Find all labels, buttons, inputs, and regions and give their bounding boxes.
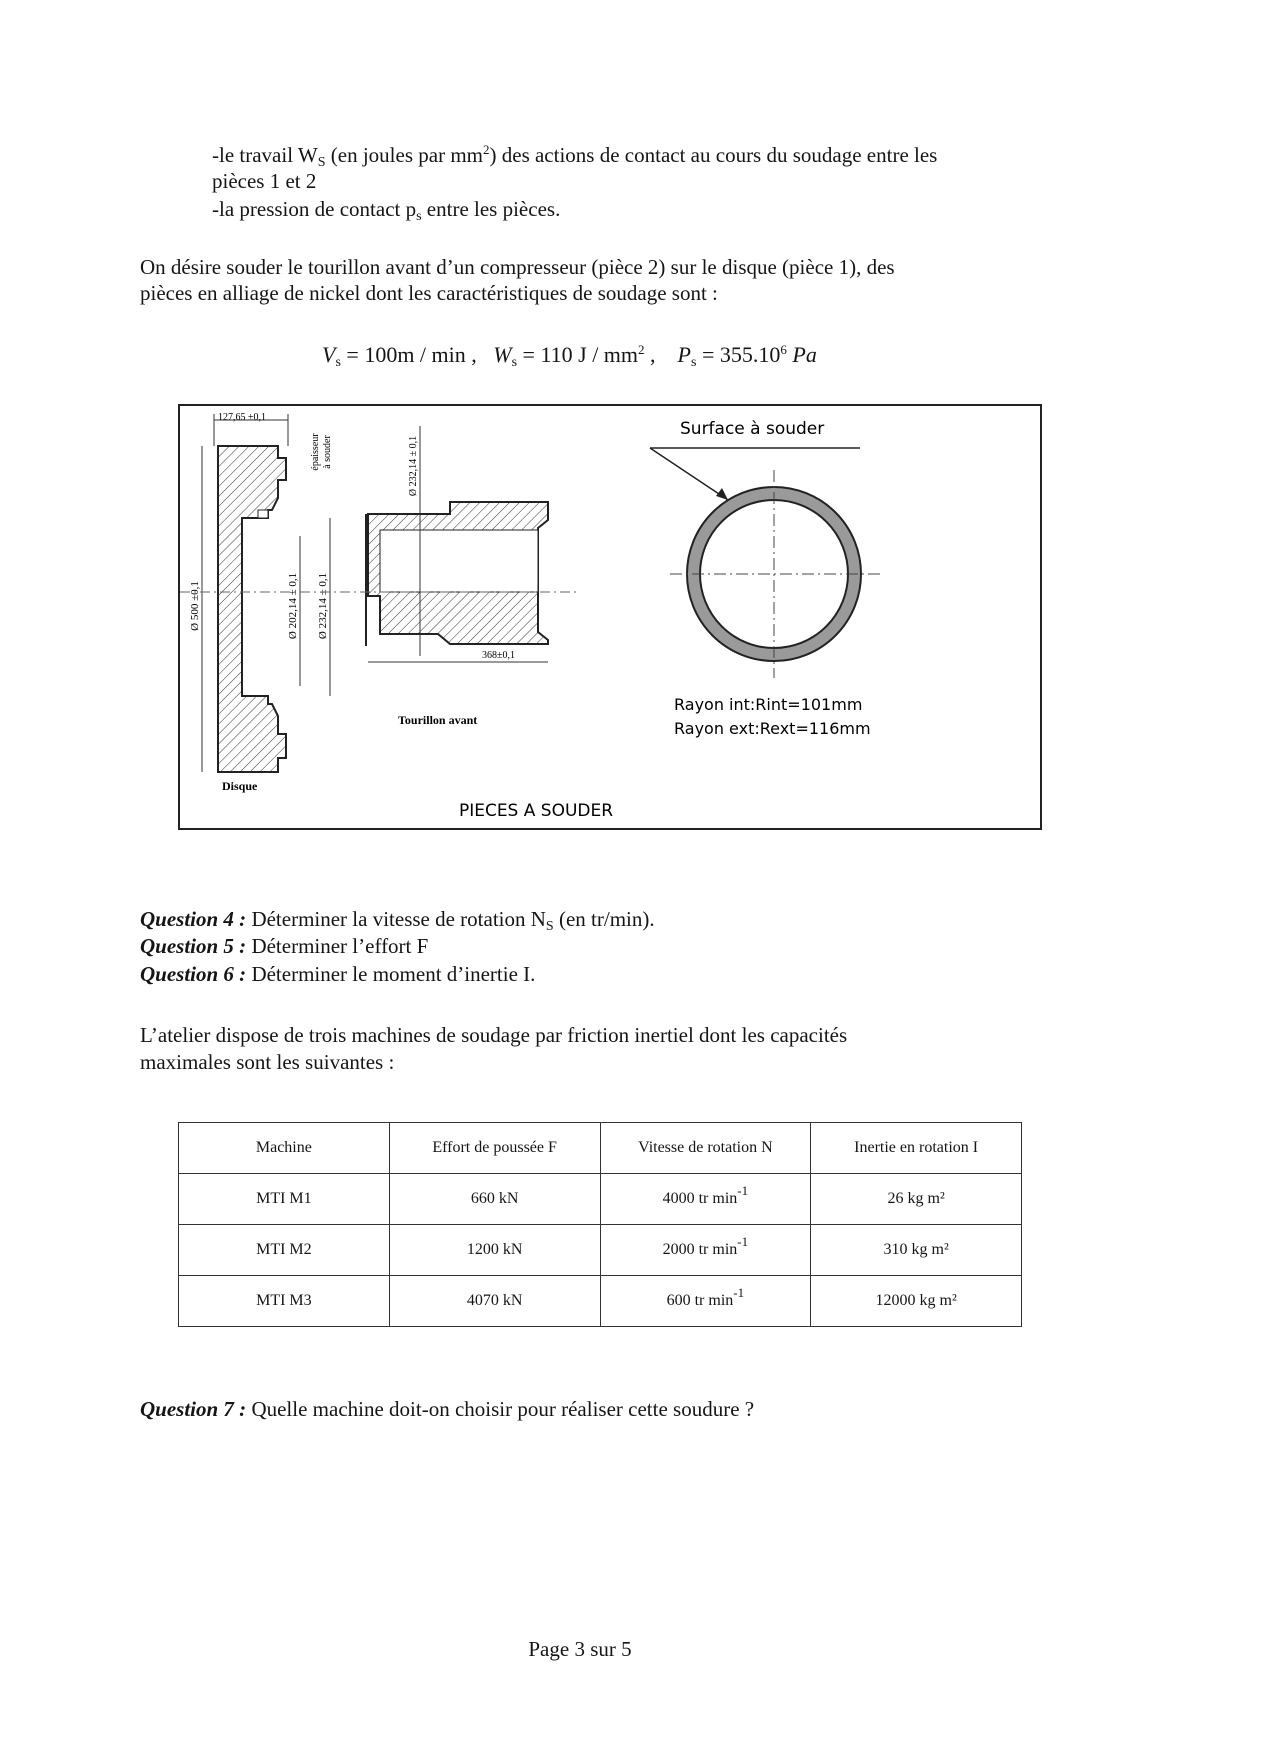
question-text: (en tr/min). [553,907,655,931]
superscript: -1 [733,1285,745,1300]
para1-line-2: pièces en alliage de nickel dont les caractéristiques de soudage sont : [140,281,718,305]
dim-232-top-label: Ø 232,14 ± 0,1 [408,435,419,497]
question-text: Déterminer le moment d’inertie I. [246,962,536,986]
cell-inertie: 26 kg m² [811,1174,1022,1225]
cell-effort: 4070 kN [389,1276,600,1327]
thickness-label: épaisseur [310,433,321,471]
inner-radius-label: Rayon int:Rint=101mm [674,695,863,714]
figure-caption: PIECES A SOUDER [458,801,614,821]
question-label: Question 7 : [140,1397,247,1421]
cell-effort: 660 kN [389,1174,600,1225]
formula-symbol: P [677,342,691,367]
superscript: -1 [737,1183,749,1198]
formula-separator: , [644,342,656,367]
cell-machine: MTI M2 [179,1225,390,1276]
header-effort: Effort de poussée F [389,1123,600,1174]
question-text: Quelle machine doit-on choisir pour réaliser cette soudure ? [246,1397,755,1421]
question-label: Question 4 : [140,907,247,931]
subscript: s [335,355,341,370]
cell-effort: 1200 kN [389,1225,600,1276]
weld-surface-label: Surface à souder [680,419,825,439]
journal-drawing [366,502,548,646]
leader-line [650,448,728,500]
intro-text: ) des actions de contact au cours du soudage entre les [489,143,938,167]
subscript: S [545,919,554,934]
para1-line-1: On désire souder le tourillon avant d’un compresseur (pièce 2) sur le disque (pièce 1), des [140,255,895,279]
intro-text: entre les pièces. [421,197,561,221]
para2-line-1: L’atelier dispose de trois machines de soudage par friction inertiel dont les capacités [140,1023,848,1047]
subscript: s [691,355,697,370]
formula-value: = 355.10 [696,342,781,367]
technical-drawing [180,406,1040,828]
superscript: 2 [483,142,490,157]
machines-table [178,1122,1022,1327]
table-row [179,1276,1022,1327]
disc-label: Disque [222,779,258,793]
subscript: S [317,155,326,170]
journal-label: Tourillon avant [398,713,478,727]
dim-500-label: Ø 500 ±0,1 [189,581,201,631]
para2-line-2: maximales sont les suivantes : [140,1050,395,1074]
intro-text: (en joules par mm [325,143,483,167]
header-vitesse: Vitesse de rotation N [600,1123,811,1174]
intro-text: -le travail W [212,143,318,167]
intro-line-3 [212,196,560,223]
intro-line-1 [212,142,937,169]
to-weld-label: à souder [322,435,333,469]
question-4 [140,906,655,933]
intro-line-2: pièces 1 et 2 [212,169,317,193]
formula-value: = 100m / min [340,342,466,367]
cell-machine: MTI M1 [179,1174,390,1225]
vitesse-value: 2000 tr min [662,1241,738,1258]
parts-figure [178,404,1042,830]
question-label: Question 5 : [140,934,247,958]
superscript: -1 [737,1234,749,1249]
cell-inertie: 310 kg m² [811,1225,1022,1276]
dim-top-label: 127,65 ±0,1 [218,412,266,423]
question-5 [140,933,428,960]
formula-unit: Pa [786,342,817,367]
dim-202-label: Ø 202,14 ± 0,1 [287,572,299,640]
dim-368-label: 368±0,1 [482,650,515,661]
cell-vitesse [600,1174,811,1225]
formula-separator: , [465,342,477,367]
arrow-icon [716,488,728,500]
formula-symbol: W [493,342,512,367]
table-row [179,1174,1022,1225]
question-label: Question 6 : [140,962,247,986]
question-7 [140,1396,754,1423]
question-6 [140,961,535,988]
subscript: s [511,355,518,370]
superscript: 2 [638,342,645,357]
subscript: s [416,209,422,224]
intro-text: -la pression de contact p [212,197,417,221]
vitesse-value: 4000 tr min [662,1190,738,1207]
welding-parameters-formula [322,342,817,368]
outer-radius-label: Rayon ext:Rext=116mm [674,719,871,738]
question-text: Déterminer l’effort F [246,934,429,958]
cell-machine: MTI M3 [179,1276,390,1327]
header-inertie: Inertie en rotation I [811,1123,1022,1174]
dim-232-left-label: Ø 232,14 ± 0,1 [317,572,329,640]
disc-drawing [218,446,286,772]
header-machine: Machine [179,1123,390,1174]
question-text: Déterminer la vitesse de rotation N [246,907,546,931]
formula-value: = 110 J / mm [517,342,639,367]
cell-vitesse [600,1225,811,1276]
formula-symbol: V [322,342,336,367]
cell-inertie: 12000 kg m² [811,1276,1022,1327]
vitesse-value: 600 tr min [666,1292,734,1309]
table-header-row [179,1123,1022,1174]
page-number: Page 3 sur 5 [528,1637,632,1661]
superscript: 6 [780,342,787,357]
table-row [179,1225,1022,1276]
cell-vitesse [600,1276,811,1327]
